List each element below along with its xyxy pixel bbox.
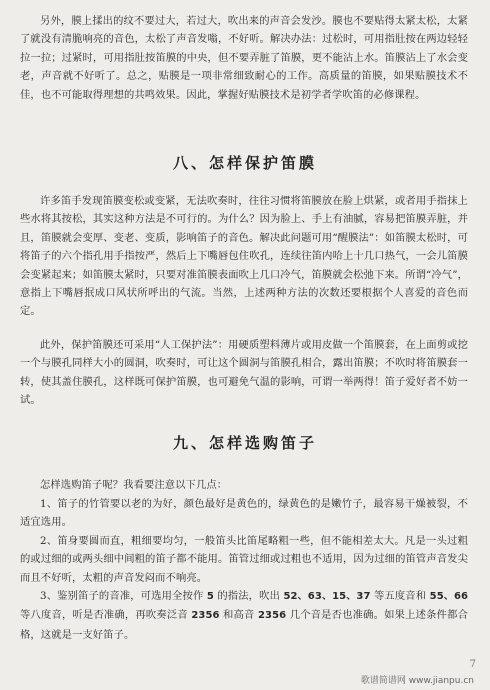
site-watermark: 歌谱简谱网 www.jianpu.cn: [360, 676, 474, 686]
protect-paragraph-1: 许多笛手发现笛膜变松或变紧，无法吹奏时，往往习惯将笛膜放在脸上烘紧，或者用手指抹上些水将其按松，其实这种方法是不可行的。为什么？因为脸上、手上有油腻，容易把笛膜弄脏，并且，笛膜就会变厚、变老、变质，影响笛子的音色。解决此问题可用“醒膜法”：如笛膜太松时，可将笛子的六个指孔用手指按严，然后上下嘴唇包住吹孔，连续往笛内哈上十几口热气，一会儿笛膜会变紧起来；如笛膜太紧时，只要对准笛膜表面吹上几口冷气，笛膜就会松弛下来。所谓“冷气”，意指上下嘴唇抿成口风状所呼出的气流。当然，上述两种方法的次数还要根据个人喜爱的音色而定。: [20, 195, 468, 318]
page-number: 7: [469, 659, 476, 670]
section-heading-9: [0, 432, 490, 453]
fifth-interval-notation: 52、63、15、37: [283, 591, 371, 602]
heading-9-text: 九、怎样选购笛子: [172, 434, 317, 452]
high-register-notation: 2356: [258, 610, 287, 622]
buy-point-3-text-e: 和高音: [223, 609, 255, 622]
buy-point-2: 2、笛身要圆而直，粗细要均匀，一般笛头比笛尾略粗一些，但不能相差太大。凡是一头过粗的或过细的或两头细中间粗的笛子都不能用。笛管过细或过粗也不适用，因为过细的笛管声音发尖而且不好听，太粗的声音发闷而不响亮。: [20, 535, 468, 584]
buy-point-1: 1、笛子的竹管要以老的为好，颜色最好是黄色的，绿黄色的是嫩竹子，最容易干燥被裂，不适宜选用。: [20, 498, 468, 529]
heading-8-text: 八、怎样保护笛膜: [172, 154, 317, 172]
protect-paragraph-2: 此外，保护笛膜还可采用“人工保护法”：用硬质塑料薄片或用皮做一个笛膜套，在上面剪或挖一个与膜孔同样大小的圆洞，吹奏时，可让这个圆洞与笛膜孔相合，露出笛膜；不吹时将笛膜套一转，使其盖住膜孔，这样既可保护笛膜，也可避免气温的影响，可谓一举两得！笛子爱好者不妨一试。: [20, 339, 468, 407]
buy-point-3-text-b: 的指法，吹出: [217, 590, 281, 602]
buy-point-3-text-d: 等八度音，听是否准确，再吹奏泛音: [20, 609, 188, 622]
buy-point-3-text-f: 几个音是否也准确。如果上述条件都合格，这就是一支好笛子。: [20, 609, 468, 641]
intro-paragraph: 另外，膜上揉出的纹不要过大，若过大，吹出来的声音会发沙。膜也不要贴得太紧太松，太紧了就没有清脆响亮的音色，太松了声音发嗡，不好听。解决办法：过松时，可用指肚按在两边轻轻拉一拉；过紧时，可用指肚按笛膜的中央，但不要弄脏了笛膜，更不能沾上水。笛膜沾上了水会变老，声音就不好听了。总之，贴膜是一项非常细致耐心的工作。高质量的笛膜，如果贴膜技术不佳，也不可能取得理想的共鸣效果。因此，掌握好贴膜技术是初学者学吹笛的必修课程。: [20, 15, 468, 101]
buy-point-3-text-a: 3、鉴别笛子的音准，可选用全按作: [40, 590, 204, 602]
octave-notation: 55、66: [429, 591, 469, 602]
fingering-key-notation: 5: [206, 591, 214, 602]
overtone-notation: 2356: [191, 610, 220, 622]
buy-point-3: [20, 587, 468, 644]
buy-point-3-text-c: 等五度音和: [373, 590, 427, 602]
buy-intro: 怎样选购笛子呢？我看要注意以下几点：: [40, 479, 228, 491]
section-heading-8: [0, 152, 490, 173]
